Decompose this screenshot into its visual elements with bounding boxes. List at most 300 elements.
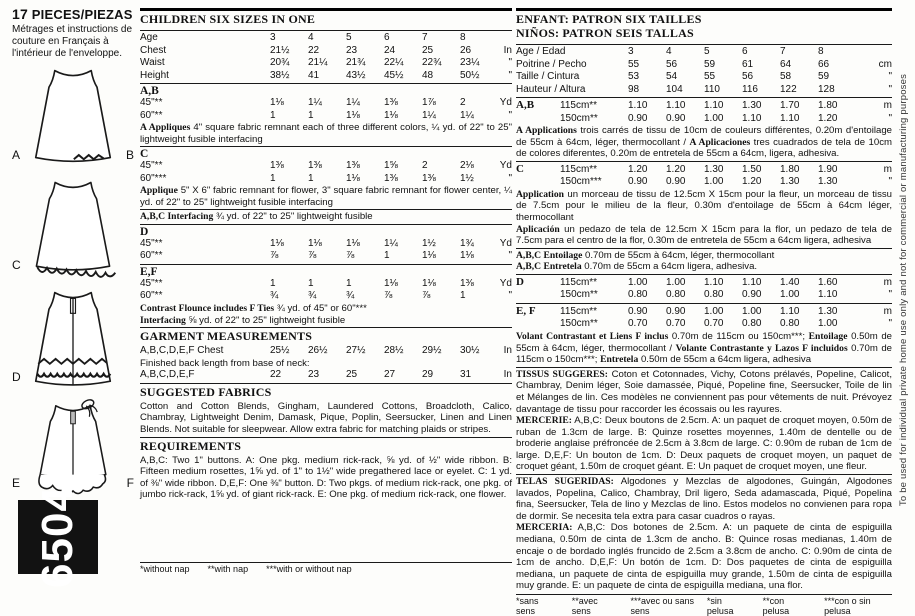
view-label: C — [12, 258, 21, 272]
size-value: 1⅛ — [308, 237, 322, 249]
size-value: 59 — [704, 58, 716, 70]
size-value: 0.90 — [666, 305, 686, 317]
section-title-c: C — [516, 162, 524, 175]
size-value: 128 — [818, 83, 835, 95]
size-value: 0.90 — [628, 176, 648, 188]
table-row — [516, 71, 892, 84]
unit-label: Yd — [499, 97, 512, 108]
ef-interfacing-text: ⅝ yd. of 22" to 25" lightweight fusible — [185, 314, 346, 326]
size-value: 1.90 — [818, 163, 838, 175]
footnote-sans-sens: *sans sens — [516, 596, 539, 616]
requirements-title: REQUIREMENTS — [140, 438, 242, 453]
applique-note-text: 5" X 6" fabric remnant for flower, 3" square fabric remnant for flower center, ¼ yd. of 22" to 25" lightweight fusible interfacing — [140, 185, 512, 208]
size-value: 1.30 — [704, 163, 724, 175]
table-row — [516, 113, 892, 126]
size-value: 3 — [628, 46, 634, 57]
size-value: 0.80 — [780, 318, 800, 330]
size-value: 1⅜ — [460, 277, 474, 289]
row-label: 150cm** — [560, 318, 598, 330]
applique-note — [140, 185, 512, 208]
pattern-number-box — [18, 486, 98, 588]
row-label: 60"*** — [140, 172, 167, 184]
size-value: 22¾ — [422, 57, 442, 68]
size-value: 1 — [460, 290, 466, 302]
size-value: 1.00 — [628, 276, 648, 288]
size-value: 54 — [666, 71, 678, 82]
size-value: 1.10 — [704, 276, 724, 288]
size-value: 59 — [818, 71, 830, 82]
pieces-title — [12, 6, 134, 22]
row-label: 150cm** — [560, 289, 598, 301]
garment-measurements-title: GARMENT MEASUREMENTS — [140, 329, 313, 344]
table-row — [140, 110, 512, 123]
size-value: 3 — [270, 32, 276, 43]
telas-lead: TELAS SUGERIDAS: — [516, 476, 614, 488]
size-value: 1¾ — [460, 237, 474, 249]
size-value: 1.20 — [742, 176, 762, 188]
view-label: A — [12, 148, 21, 162]
row-label: 45"** — [140, 237, 163, 249]
unit-label: m — [883, 163, 892, 175]
row-label: 45"** — [140, 160, 163, 172]
contrast-flounce-lead: Contrast Flounce includes F Ties — [140, 302, 275, 314]
size-value: 1¼ — [308, 97, 322, 108]
size-value: 0.90 — [666, 176, 686, 188]
table-row — [140, 290, 512, 303]
size-value: 55 — [704, 71, 716, 82]
footnote-con-o-sin-pelusa: ***con o sin pelusa — [824, 596, 871, 616]
volant-entretela-lead: Entretela — [600, 354, 639, 366]
tissus-text: Coton et Cotonnades, Vichy, Cotons prélavés, Popeline, Calicot, Chambray, Denim léger, Soie damassée, Piqué, Popeline fine, Seersucker, Toile de lin et Mélanges de lin. Ces modèles ne conviennent pas pour vêtements de nuit. Prévoyez davantage de tissu pour raccorder les écossais ou les rayures. — [516, 368, 892, 415]
size-value: 20¾ — [270, 57, 290, 68]
row-label: 150cm** — [560, 112, 598, 124]
unit-label: " — [508, 57, 512, 68]
size-value: 21½ — [270, 44, 290, 56]
size-value: 1⅛ — [346, 237, 360, 249]
unit-label: " — [508, 109, 512, 121]
appliques-note-lead: A Appliques — [140, 122, 191, 133]
row-label: Hauteur / Altura — [516, 83, 586, 95]
size-value: 6 — [742, 46, 748, 57]
row-label: 115cm** — [560, 276, 598, 288]
english-column — [140, 8, 512, 574]
title-spanish: NIÑOS: PATRON SEIS TALLAS — [516, 26, 694, 40]
size-value: 21¾ — [346, 57, 366, 68]
applications-text-es: tres cuadrados de tela de 10cm de colores diferentes, 0.20m de entretela de 55cm a 64cm, ligera, adhesiva. — [516, 136, 892, 160]
size-value: 45½ — [384, 69, 404, 81]
size-value: 1.30 — [780, 176, 800, 188]
table-row — [516, 289, 892, 302]
size-value: 1.30 — [818, 305, 838, 317]
size-value: 0.70 — [704, 318, 724, 330]
unit-label: Yd — [499, 160, 512, 172]
dress-ef-drawing — [27, 398, 119, 498]
size-value: 55 — [628, 58, 640, 70]
size-value: ¾ — [346, 290, 355, 302]
view-label: E — [12, 476, 21, 490]
size-value: 41 — [308, 69, 320, 81]
unit-label: cm — [878, 58, 892, 70]
size-value: 1.70 — [780, 100, 800, 111]
size-value: 1¼ — [422, 109, 436, 121]
mercerie-text: A,B,C: Deux boutons de 2.5cm. A: un paquet de croquet moyen, 0.50m de ruban de 1.3cm de large. B: Quinze rosettes moyennes, 1.40m de dentelle ou de broderie anglaise préfroncée de 2.5cm à 3.8cm de large. C: 0.90m de ruban de 1cm de large. D,E,F: Un bouton de 1cm. D: Deux paquets de croquet moyen, un paquet de croquet géant, 1.50m de croquet géant. E: Un paquet de croquet moyen, une fleur. — [516, 415, 892, 473]
ef-interfacing-lead: Interfacing — [140, 314, 186, 326]
section-title-ab: A,B — [140, 85, 159, 97]
size-value: 8 — [460, 32, 466, 43]
size-value: 1⅛ — [346, 109, 360, 121]
size-value: 1¼ — [460, 109, 474, 121]
volant-entretela-text: 0.50m de 55cm a 64cm ligera, adhesiva — [638, 354, 812, 366]
size-value: 98 — [628, 83, 640, 95]
size-value: 22 — [308, 44, 320, 56]
size-value: 1⅛ — [384, 277, 398, 289]
size-value: 1.00 — [742, 305, 762, 317]
pattern-number: 6504 — [33, 486, 83, 588]
footnote-with-or-without-nap: ***with or without nap — [266, 564, 352, 574]
row-label: 115cm** — [560, 100, 598, 111]
unit-label: " — [888, 318, 892, 330]
size-value: 50½ — [460, 69, 480, 81]
row-label: 115cm** — [560, 163, 598, 175]
footnote-sin-pelusa: *sin pelusa — [706, 596, 734, 616]
applications-text-fr: trois carrés de tissu de 10cm de couleurs différentes, 0.20m d'entoilage de 55cm à 64cm, léger, thermocollant / — [516, 125, 893, 148]
size-value: 1¼ — [384, 237, 398, 249]
size-value: ⅞ — [270, 250, 279, 262]
size-value: 27½ — [346, 345, 366, 357]
section-title-c: C — [140, 148, 149, 161]
size-value: 23 — [308, 369, 320, 381]
footnote-without-nap: *without nap — [140, 564, 190, 574]
size-value: 25 — [346, 369, 358, 381]
volant-lead-es: Volante Contrastante y Lazos F incluidos — [675, 342, 848, 354]
size-value: 1.10 — [742, 276, 762, 288]
row-label: Age / Edad — [516, 46, 566, 57]
size-value: 1⅛ — [270, 97, 284, 108]
row-label: Chest — [140, 44, 167, 56]
size-value: 5 — [704, 46, 710, 57]
size-value: 0.90 — [742, 289, 762, 301]
unit-label: " — [888, 71, 892, 82]
size-value: 25 — [422, 44, 434, 56]
unit-label: " — [508, 250, 512, 262]
size-value: 38½ — [270, 69, 290, 81]
pieces-count: 17 — [12, 6, 28, 22]
entretela-line — [516, 261, 892, 273]
mercerie — [516, 415, 892, 473]
entoilage-lead: A,B,C Entoilage — [516, 249, 583, 261]
title-french: ENFANT: PATRON SIX TAILLES — [516, 12, 702, 26]
top-rule — [140, 8, 512, 11]
size-value: 1 — [308, 172, 314, 184]
table-row — [140, 160, 512, 173]
size-value: 1.00 — [704, 305, 724, 317]
size-value: 28½ — [384, 345, 404, 357]
dress-illustration-d — [12, 286, 134, 394]
tissus-suggeres — [516, 369, 892, 415]
size-value: 1.10 — [780, 112, 800, 124]
abc-interfacing-lead: A,B,C Interfacing — [140, 211, 214, 223]
application-note-fr — [516, 189, 892, 224]
section-title-d: D — [516, 275, 524, 288]
row-label: A,B,C,D,E,F Chest — [140, 345, 224, 357]
size-value: 1⅜ — [384, 172, 398, 184]
unit-label: In — [503, 369, 512, 381]
size-value: 22 — [270, 369, 282, 381]
row-label: 45"** — [140, 97, 163, 108]
table-row — [516, 59, 892, 72]
size-value: 2 — [422, 160, 428, 172]
size-value: 110 — [704, 83, 720, 95]
size-value: 1⅜ — [308, 160, 322, 172]
dress-c-drawing — [27, 176, 119, 280]
volant-entoilage-text: 0.50m de 55cm à 64cm, léger, thermocollant / — [516, 330, 892, 354]
merceria-lead: MERCERIA: — [516, 522, 573, 534]
section-title-d: D — [140, 225, 149, 238]
size-value: 1.10 — [742, 112, 762, 124]
unit-label: Yd — [499, 237, 512, 249]
sens-pelusa-footnote — [516, 596, 892, 616]
ef-interfacing-line — [140, 315, 512, 327]
size-value: 43½ — [346, 69, 366, 81]
size-value: 1.00 — [704, 112, 724, 124]
size-value: 1 — [384, 250, 390, 262]
size-value: 64 — [780, 58, 792, 70]
size-value: 6 — [384, 32, 390, 43]
table-row — [140, 173, 512, 186]
view-label: B — [125, 148, 134, 162]
dress-illustration-c — [12, 176, 134, 282]
table-row — [516, 163, 892, 177]
merceria — [516, 522, 892, 592]
size-value: 1½ — [422, 237, 436, 249]
mercerie-lead: MERCERIE: — [516, 415, 572, 427]
row-label: A,B,C,D,E,F — [140, 369, 195, 381]
size-value: 53 — [628, 71, 640, 82]
volant-entoilage-lead: Entoilage — [808, 330, 848, 342]
size-value: 30½ — [460, 345, 480, 357]
size-value: 116 — [742, 83, 758, 95]
tissus-lead: TISSUS SUGGERES: — [516, 368, 608, 380]
row-label: 115cm** — [560, 305, 598, 317]
row-label: 60"** — [140, 109, 163, 121]
size-value: 0.90 — [628, 112, 648, 124]
size-value: 1.50 — [742, 163, 762, 175]
size-value: 48 — [422, 69, 434, 81]
contrast-flounce-line — [140, 303, 512, 315]
size-value: 1⅛ — [422, 277, 436, 289]
size-value: 0.80 — [666, 289, 686, 301]
unit-label: " — [508, 172, 512, 184]
size-value: 2⅛ — [460, 160, 474, 172]
size-value: ⅞ — [346, 250, 355, 262]
requirements-text: A,B,C: Two 1" buttons. A: One pkg. medium rick-rack, ⅝ yd. of ½" wide ribbon. B: Fifteen medium rosettes, 1⅝ yd. of 1" to 1½" wide pregathered lace or eyelet. C: 1 yd. of ⅜" wide ribbon. D,E,F: One ⅜" button. D: Two pkgs. of medium rick-rack, one pkg. of jumbo rick-rack, 1⅝ yd. of giant rick-rack. E: One pkg. of medium rick-rack, one flower. — [140, 454, 512, 501]
section-title-ab: A,B — [516, 99, 535, 111]
size-value: 1½ — [460, 172, 474, 184]
volant-lead-fr: Volant Contrastant et Liens F inclus — [516, 330, 669, 342]
applications-lead-fr: A Applications — [516, 125, 577, 136]
size-value: 1.30 — [818, 176, 838, 188]
table-row — [140, 32, 512, 45]
applications-note — [516, 125, 892, 160]
size-value: 1.20 — [666, 163, 686, 175]
entoilage-text: 0.70m de 55cm à 64cm, léger, thermocollant — [582, 249, 775, 261]
table-row — [140, 45, 512, 58]
size-value: 1 — [270, 277, 276, 289]
row-label: Taille / Cintura — [516, 71, 580, 82]
row-label: Waist — [140, 57, 165, 68]
size-value: 1⅛ — [460, 250, 474, 262]
size-value: 2 — [460, 97, 466, 108]
size-value: 1.10 — [704, 100, 724, 111]
application-text-fr: un morceau de tissu de 12.5cm X 15cm pour la fleur, un morceau de tissu de 7.5cm pour le milieu de la fleur, 0.30m d'entoilage de 55cm à 64cm léger, thermocollant — [516, 188, 892, 223]
size-table-title: CHILDREN SIX SIZES IN ONE — [140, 12, 316, 26]
entretela-lead: A,B,C Entretela — [516, 261, 582, 273]
unit-label: " — [888, 83, 892, 95]
size-value: 1.00 — [704, 176, 724, 188]
size-value: 29½ — [422, 345, 442, 357]
table-row — [140, 57, 512, 70]
size-value: 23 — [346, 44, 358, 56]
dress-illustration-ab — [12, 64, 134, 172]
size-value: 122 — [780, 83, 797, 95]
dress-ab-drawing — [27, 64, 119, 170]
size-value: 26½ — [308, 345, 328, 357]
view-label: D — [12, 370, 21, 384]
volant-text-es: 0.70m de 115cm o 150cm***; — [516, 342, 892, 366]
footnote-with-nap: **with nap — [207, 564, 249, 574]
size-value: ⅞ — [422, 290, 431, 302]
size-value: 1.80 — [818, 100, 838, 111]
row-label: 45"** — [140, 277, 163, 289]
size-value: 1⅛ — [422, 250, 436, 262]
size-value: 1⅜ — [270, 160, 284, 172]
table-row — [516, 99, 892, 113]
contrast-flounce-text: ¾ yd. of 45" or 60"*** — [274, 302, 367, 314]
volant-note — [516, 331, 892, 366]
size-value: 1.20 — [818, 112, 838, 124]
application-lead-fr: Application — [516, 188, 564, 200]
unit-label: " — [508, 290, 512, 302]
row-label: 60"** — [140, 290, 163, 302]
size-value: 1.10 — [780, 305, 800, 317]
size-value: 4 — [308, 32, 314, 43]
suggested-fabrics-title: SUGGESTED FABRICS — [140, 384, 272, 399]
size-value: 1¼ — [346, 97, 360, 108]
unit-label: " — [888, 176, 892, 188]
size-value: 1.20 — [628, 163, 648, 175]
table-row — [140, 97, 512, 110]
size-value: 1⅛ — [384, 109, 398, 121]
table-row — [140, 278, 512, 291]
size-value: 29 — [422, 369, 434, 381]
back-length-label: Finished back length from base of neck: — [140, 357, 310, 369]
entoilage-line — [516, 250, 892, 262]
size-value: 0.80 — [742, 318, 762, 330]
telas-text: Algodones y Mezclas de algodones, Guingán, Algodones lavados, Popelina, Calico, Chambray, Dril ligero, Seda adamascada, Piqué, Popelina fina, Seersucker, Tela de lino y Mezclas de lino. Estos modelos no convienen para ropa de dormir. Se necesita tela extra para casar cuadros o rayas. — [516, 476, 892, 522]
size-value: 1.10 — [818, 289, 838, 301]
dress-d-drawing — [27, 286, 119, 392]
row-label: Poitrine / Pecho — [516, 58, 587, 70]
applications-lead-es: A Aplicaciones — [689, 136, 751, 148]
size-value: 1.60 — [818, 276, 838, 288]
application-text-es: un pedazo de tela de 12.5cm X 15cm para la flor, un pedazo de tela de 7.5cm para el centro de la flor, 0.30m de entretela de 55cm a 64cm ligera, adhesiva — [516, 223, 892, 247]
row-label: 60"** — [140, 250, 163, 262]
size-value: 56 — [742, 71, 754, 82]
entretela-text: 0.70m de 55cm a 64cm ligera, adhesiva. — [581, 261, 758, 273]
row-label: Age — [140, 32, 158, 43]
size-value: 1⅜ — [384, 97, 398, 108]
french-envelope-note: Métrages et instructions de couture en Français à l'intérieur de l'enveloppe. — [12, 24, 133, 59]
size-value: 1 — [308, 277, 314, 289]
size-value: 66 — [818, 58, 830, 70]
applique-note-lead: Applique — [140, 185, 178, 197]
unit-label: In — [503, 345, 512, 357]
unit-label: " — [888, 112, 892, 124]
unit-label: Yd — [499, 277, 512, 289]
application-note-es — [516, 224, 892, 247]
table-row — [516, 318, 892, 331]
abc-interfacing-text: ¾ yd. of 22" to 25" lightweight fusible — [213, 211, 373, 223]
table-row — [140, 369, 512, 382]
size-value: 56 — [666, 58, 678, 70]
size-value: ¾ — [308, 290, 317, 302]
table-row — [516, 46, 892, 59]
size-value: 1 — [346, 277, 352, 289]
unit-label: m — [883, 305, 892, 317]
size-value: 1 — [308, 109, 314, 121]
pieces-label: PIECES/PIEZAS — [31, 7, 133, 22]
unit-label: " — [888, 289, 892, 301]
table-row — [140, 70, 512, 83]
size-value: 1⅝ — [384, 160, 398, 172]
size-value: 0.90 — [666, 112, 686, 124]
size-value: 22¼ — [384, 57, 404, 68]
size-value: 7 — [780, 46, 786, 57]
dress-illustration-ef — [12, 398, 134, 500]
size-value: ⅞ — [384, 290, 393, 302]
size-value: 1⅜ — [346, 160, 360, 172]
telas-sugeridas — [516, 476, 892, 522]
size-value: 7 — [422, 32, 428, 43]
size-value: 1⅞ — [422, 97, 436, 108]
appliques-note — [140, 122, 512, 145]
size-value: 4 — [666, 46, 672, 57]
size-value: ⅞ — [308, 250, 317, 262]
unit-label: In — [503, 44, 512, 56]
suggested-fabrics-text: Cotton and Cotton Blends, Gingham, Laundered Cottons, Broadcloth, Calico, Chambray, Lightweight Denim, Damask, Pique, Poplin, Seersucker, Linen and Linen Blends. Not suitable for sleepwear. Allow extra fabric for matching plaids or stripes. — [140, 400, 512, 435]
size-value: 8 — [818, 46, 824, 57]
nap-footnote — [140, 564, 512, 574]
volant-text-fr: 0.70m de 115cm ou 150cm***; — [668, 330, 809, 342]
size-value: 27 — [384, 369, 396, 381]
footnote-con-pelusa: **con pelusa — [762, 596, 790, 616]
size-value: 1 — [270, 109, 276, 121]
table-row — [140, 238, 512, 251]
size-value: 1 — [270, 172, 276, 184]
table-row — [516, 176, 892, 189]
table-row — [516, 276, 892, 290]
table-row — [140, 345, 512, 358]
table-row — [516, 305, 892, 319]
size-value: 24 — [384, 44, 396, 56]
size-value: 0.70 — [628, 318, 648, 330]
abc-interfacing-line — [140, 211, 512, 223]
appliques-note-text: 4" square fabric remnant each of three different colors, ¼ yd. of 22" to 25" lightweight fusible interfacing — [140, 122, 512, 145]
section-title-ef: E,F — [140, 265, 158, 278]
size-value: ¾ — [270, 290, 279, 302]
view-label: F — [126, 476, 134, 490]
row-label: Height — [140, 69, 169, 81]
